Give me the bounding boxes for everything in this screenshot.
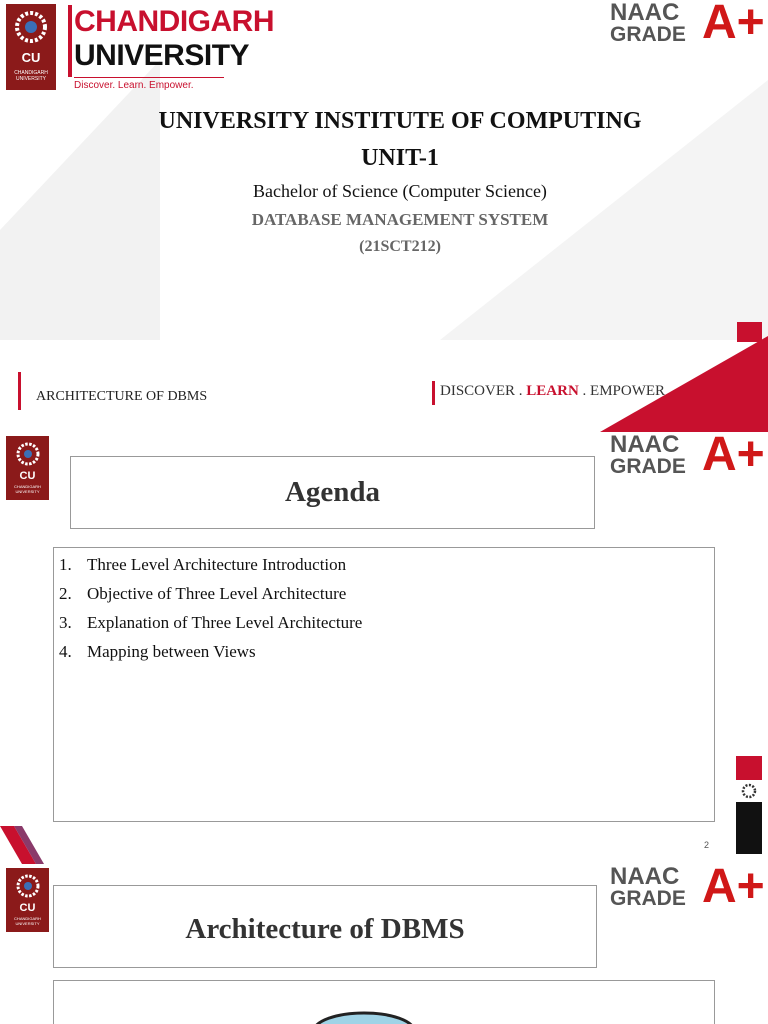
agenda-title-box (70, 456, 595, 529)
naac-label: NAAC (610, 864, 680, 890)
naac-grade-value: A+ (702, 432, 765, 481)
chakra-emblem-icon (12, 8, 50, 46)
naac-grade-label: GRADE (610, 23, 686, 46)
naac-grade-value: A+ (702, 0, 765, 49)
topic-marker (18, 372, 21, 410)
agenda-item-text: Objective of Three Level Architecture (87, 584, 347, 603)
architecture-title: Architecture of DBMS (185, 913, 465, 945)
unit-title: UNIT-1 (361, 145, 439, 171)
motto-discover: DISCOVER . (440, 383, 527, 399)
logo-subtext: CHANDIGARH UNIVERSITY (14, 70, 48, 82)
institute-title: UNIVERSITY INSTITUTE OF COMPUTING (158, 108, 642, 134)
logo-divider (68, 5, 72, 77)
motto-learn: LEARN (526, 383, 579, 399)
naac-label: NAAC (610, 432, 680, 458)
diagram-box (53, 980, 715, 1024)
logo-badge: CU (19, 470, 36, 482)
side-brand-bar (736, 756, 762, 858)
naac-grade-value: A+ (702, 864, 765, 913)
agenda-slide (0, 432, 768, 864)
cu-logo (6, 436, 49, 500)
course-code: (21SCT212) (359, 238, 441, 255)
naac-grade-label: GRADE (610, 887, 686, 910)
logo-badge: CU (19, 902, 36, 914)
agenda-item-number: 2. (59, 584, 72, 603)
page-number: 2 (704, 840, 710, 850)
agenda-item-text: Mapping between Views (87, 642, 256, 661)
agenda-item-number: 4. (59, 642, 72, 661)
title-slide (0, 0, 768, 432)
motto-empower: . EMPOWER (578, 383, 666, 399)
architecture-slide (0, 864, 768, 1024)
topic-title: ARCHITECTURE OF DBMS (36, 389, 208, 404)
agenda-item-number: 1. (59, 555, 72, 574)
university-name-line2: UNIVERSITY (74, 39, 250, 72)
tagline: Discover. Learn. Empower. (74, 80, 194, 91)
logo-subtext: CHANDIGARH UNIVERSITY (14, 916, 41, 926)
logo-subtext: CHANDIGARH UNIVERSITY (14, 484, 41, 494)
agenda-list-box (53, 547, 715, 822)
footer-motto (440, 383, 665, 400)
cu-logo (6, 4, 56, 90)
chakra-emblem-icon (14, 440, 42, 468)
agenda-item (59, 550, 714, 579)
diagram-top-shape (304, 1001, 424, 1024)
corner-stripe (0, 826, 48, 864)
chakra-emblem-icon (14, 872, 42, 900)
agenda-item-text: Three Level Architecture Introduction (87, 555, 347, 574)
agenda-item (59, 579, 714, 608)
university-name-line1: CHANDIGARH (74, 5, 274, 38)
agenda-item-text: Explanation of Three Level Architecture (87, 613, 363, 632)
degree-name: Bachelor of Science (Computer Science) (253, 181, 547, 201)
agenda-title: Agenda (284, 476, 381, 508)
cu-logo (6, 868, 49, 932)
footer-marker (432, 381, 435, 405)
agenda-item (59, 608, 714, 637)
tagline-rule (74, 77, 224, 78)
naac-grade-label: GRADE (610, 455, 686, 478)
agenda-item (59, 637, 714, 666)
naac-label: NAAC (610, 0, 680, 26)
agenda-item-number: 3. (59, 613, 72, 632)
logo-badge: CU (21, 50, 41, 65)
architecture-title-box (53, 885, 597, 968)
subject-name: DATABASE MANAGEMENT SYSTEM (251, 210, 549, 229)
chakra-small-icon (736, 780, 762, 802)
